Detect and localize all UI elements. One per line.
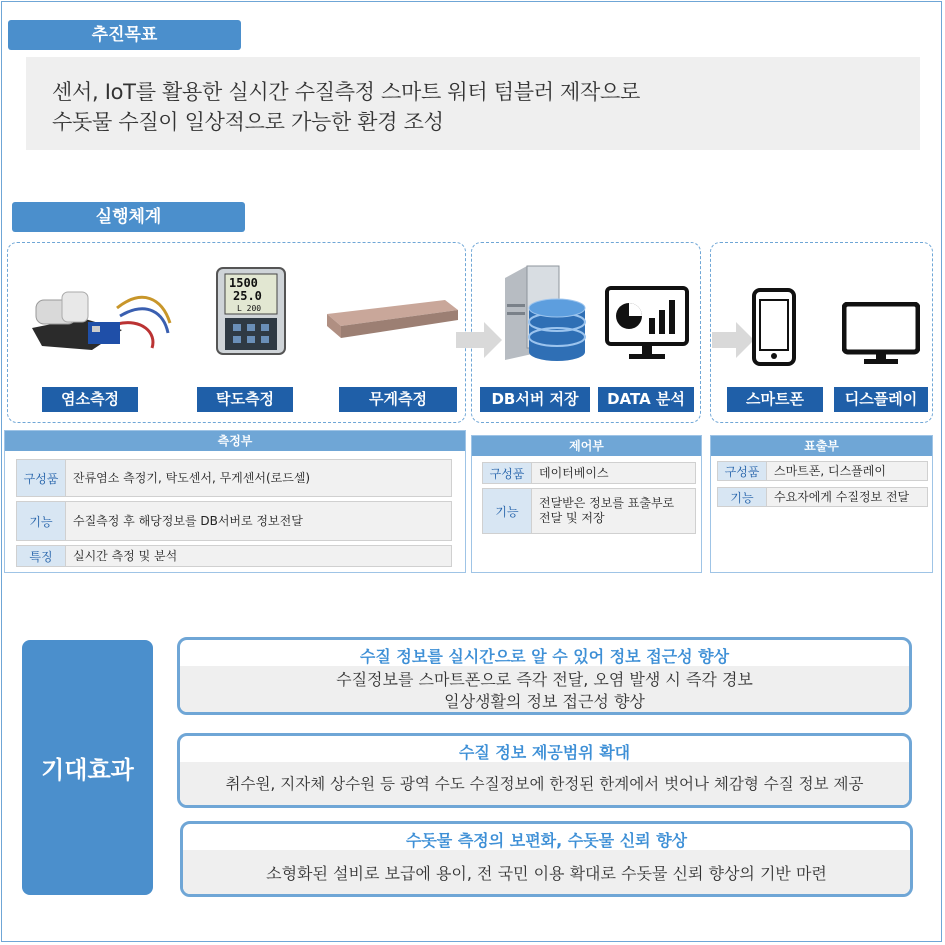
- measure-row: [16, 545, 452, 567]
- measure-panel-title: 측정부: [5, 431, 465, 451]
- effect-box-2: [177, 733, 912, 808]
- measure-row: [16, 501, 452, 541]
- display-monitor-icon: [842, 302, 920, 364]
- control-panel-title: 제어부: [472, 436, 701, 456]
- row-value: 전달받은 정보를 표출부로 전달 및 저장: [532, 488, 696, 534]
- row-value: 실시간 측정 및 분석: [66, 545, 452, 567]
- effect-box-1: [177, 637, 912, 715]
- goal-line-2: 수돗물 수질이 일상적으로 가능한 환경 조성: [52, 110, 444, 134]
- effect-title: 수질 정보를 실시간으로 알 수 있어 정보 접근성 향상: [359, 647, 730, 666]
- control-row: [482, 488, 696, 534]
- effect-title: 수돗물 측정의 보편화, 수돗물 신뢰 향상: [405, 831, 688, 850]
- row-value: 스마트폰, 디스플레이: [767, 461, 928, 481]
- row-key: 기능: [16, 501, 66, 541]
- data-analysis-monitor-icon: [605, 286, 689, 362]
- system-header: 실행체계: [12, 202, 245, 232]
- smartphone-icon: [752, 288, 796, 366]
- row-key: 기능: [717, 487, 767, 507]
- effect-text: 수질정보를 스마트폰으로 즉각 전달, 오염 발생 시 즉각 경보: [336, 670, 753, 689]
- label-turbidity: 탁도측정: [197, 387, 293, 412]
- row-key: 구성품: [717, 461, 767, 481]
- row-key: 구성품: [16, 459, 66, 497]
- label-smartphone: 스마트폰: [727, 387, 823, 412]
- lcd-line-1: 1500: [229, 276, 258, 290]
- row-value: 수질측정 후 해당정보를 DB서버로 정보전달: [66, 501, 452, 541]
- effect-text: 소형화된 설비로 보급에 용이, 전 국민 이용 확대로 수돗물 신뢰 향상의 기반 마련: [266, 864, 827, 883]
- row-key: 특징: [16, 545, 66, 567]
- lcd-line-2: 25.0: [233, 289, 262, 303]
- row-key: 기능: [482, 488, 532, 534]
- effect-text: 일상생활의 정보 접근성 향상: [444, 692, 645, 711]
- effect-box-3: [180, 821, 913, 897]
- label-data-analysis: DATA 분석: [598, 387, 694, 412]
- display-row: [717, 487, 928, 507]
- goal-header: 추진목표: [8, 20, 241, 50]
- effect-title: 수질 정보 제공범위 확대: [458, 743, 631, 762]
- row-key: 구성품: [482, 462, 532, 484]
- row-value: 잔류염소 측정기, 탁도센서, 무게센서(로드셀): [66, 459, 452, 497]
- measure-row: [16, 459, 452, 497]
- display-panel-title: 표출부: [711, 436, 932, 456]
- row-value: 수요자에게 수질정보 전달: [767, 487, 928, 507]
- goal-line-1: 센서, IoT를 활용한 실시간 수질측정 스마트 워터 텀블러 제작으로: [52, 80, 640, 104]
- label-chlorine: 염소측정: [42, 387, 138, 412]
- row-value: 데이터베이스: [532, 462, 696, 484]
- db-server-icon: [497, 264, 592, 369]
- label-db-server: DB서버 저장: [480, 387, 590, 412]
- label-display: 디스플레이: [834, 387, 928, 412]
- turbidity-meter-icon: [215, 266, 287, 356]
- arrow-right-icon: [712, 322, 754, 358]
- lcd-line-3: L 200: [237, 304, 262, 313]
- chlorine-sensor-icon: [22, 278, 172, 358]
- arrow-right-icon: [456, 322, 502, 358]
- effect-text: 취수원, 지자체 상수원 등 광역 수도 수질정보에 한정된 한계에서 벗어나 체감형 수질 정보 제공: [225, 775, 864, 793]
- label-weight: 무게측정: [339, 387, 457, 412]
- control-row: [482, 462, 696, 484]
- load-cell-icon: [325, 296, 460, 341]
- display-row: [717, 461, 928, 481]
- effects-header: 기대효과: [22, 640, 153, 895]
